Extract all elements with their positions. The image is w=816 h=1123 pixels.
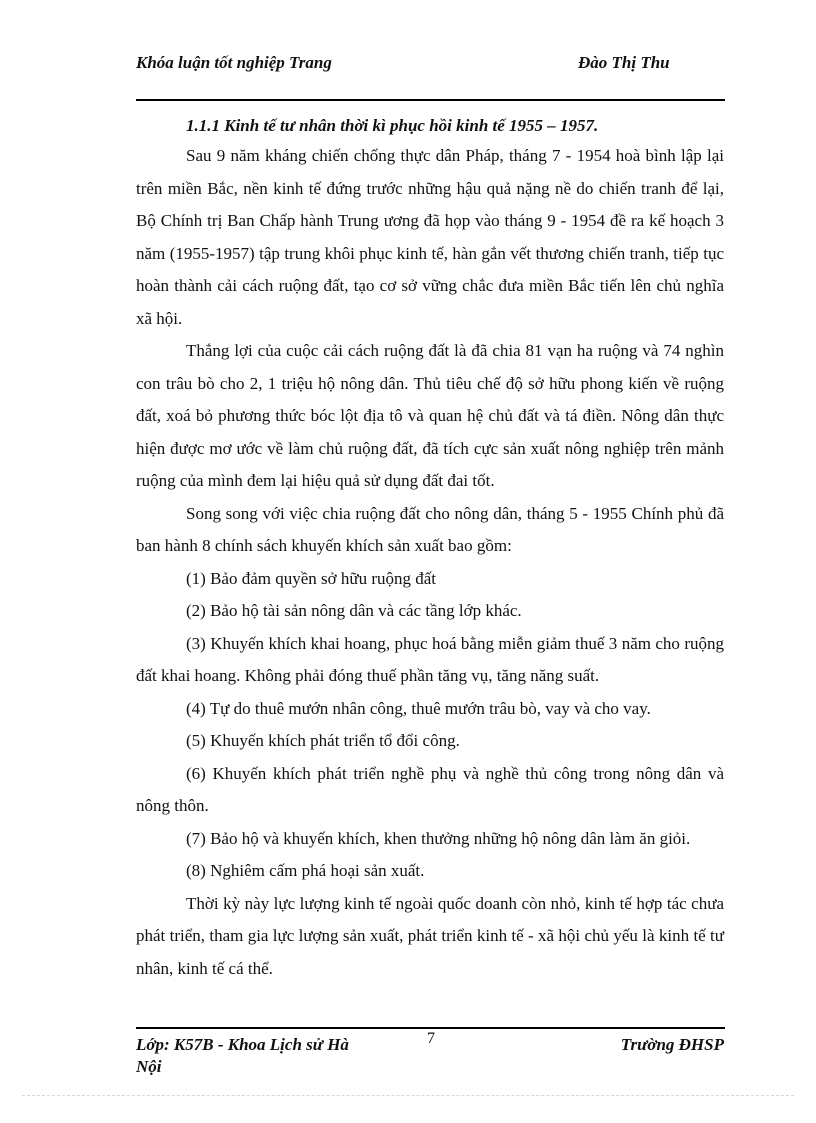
footer-school: Trường ĐHSP <box>620 1035 724 1054</box>
policy-list-item: (7) Bảo hộ và khuyến khích, khen thưởng những hộ nông dân làm ăn giỏi. <box>186 828 691 848</box>
closing-paragraph: Thời kỳ này lực lượng kinh tế ngoài quốc doanh còn nhỏ, kinh tế hợp tác chưa phát triển, tham gia lực lượng sản xuất, phát triển kinh tế - xã hội chủ yếu là kinh tế tư nhân, kinh tế cá thể. <box>136 893 724 978</box>
policy-list-item: (4) Tự do thuê mướn nhân công, thuê mướn trâu bò, vay và cho vay. <box>186 698 651 718</box>
paragraph: Thắng lợi của cuộc cải cách ruộng đất là đã chia 81 vạn ha ruộng và 74 nghìn con trâu bò cho 2, 1 triệu hộ nông dân. Thủ tiêu chế độ sở hữu phong kiến về ruộng đất, xoá bỏ phương thức bóc lột địa tô và quan hệ chủ đất và tá điền. Nông dân thực hiện được mơ ước về làm chủ ruộng đất, đã tích cực sản xuất nông nghiệp trên mảnh ruộng của mình đem lại hiệu quả sử dụng đất đai tốt. <box>136 341 724 490</box>
footer-class-info: Lớp: K57B - Khoa Lịch sử Hà Nội <box>136 1035 349 1076</box>
policy-list-item: (2) Bảo hộ tài sản nông dân và các tầng lớp khác. <box>186 601 522 620</box>
header-rule <box>136 99 725 101</box>
section-heading: 1.1.1 Kinh tế tư nhân thời kì phục hồi kinh tế 1955 – 1957. <box>186 116 599 135</box>
policy-list-item: (8) Nghiêm cấm phá hoại sản xuất. <box>186 861 425 880</box>
page-number: 7 <box>427 1030 435 1047</box>
page-body <box>136 112 724 985</box>
header-left-text: Khóa luận tốt nghiệp Trang <box>136 53 332 72</box>
policy-list-item: (5) Khuyến khích phát triển tổ đổi công. <box>186 731 460 750</box>
footer-rule <box>136 1027 725 1029</box>
policy-list-item: (1) Bảo đảm quyền sở hữu ruộng đất <box>186 568 437 588</box>
policy-list-item: (6) Khuyến khích phát triển nghề phụ và nghề thủ công trong nông dân và nông thôn. <box>136 763 724 815</box>
header-author: Đào Thị Thu <box>578 53 670 72</box>
page-boundary <box>22 1095 794 1096</box>
paragraph: Song song với việc chia ruộng đất cho nông dân, tháng 5 - 1955 Chính phủ đã ban hành 8 chính sách khuyến khích sản xuất bao gồm: <box>136 503 724 555</box>
policy-list-item: (3) Khuyến khích khai hoang, phục hoá bằng miễn giảm thuế 3 năm cho ruộng đất khai hoang. Không phải đóng thuế phần tăng vụ, tăng năng suất. <box>136 633 724 685</box>
paragraph: Sau 9 năm kháng chiến chống thực dân Pháp, tháng 7 - 1954 hoà bình lập lại trên miền Bắc, nền kinh tế đứng trước những hậu quả nặng nề do chiến tranh để lại, Bộ Chính trị Ban Chấp hành Trung ương đã họp vào tháng 9 - 1954 đề ra kế hoạch 3 năm (1955-1957) tập trung khôi phục kinh tế, hàn gắn vết thương chiến tranh, tiếp tục hoàn thành cải cách ruộng đất, tạo cơ sở vững chắc đưa miền Bắc tiến lên chủ nghĩa xã hội. <box>136 146 724 328</box>
